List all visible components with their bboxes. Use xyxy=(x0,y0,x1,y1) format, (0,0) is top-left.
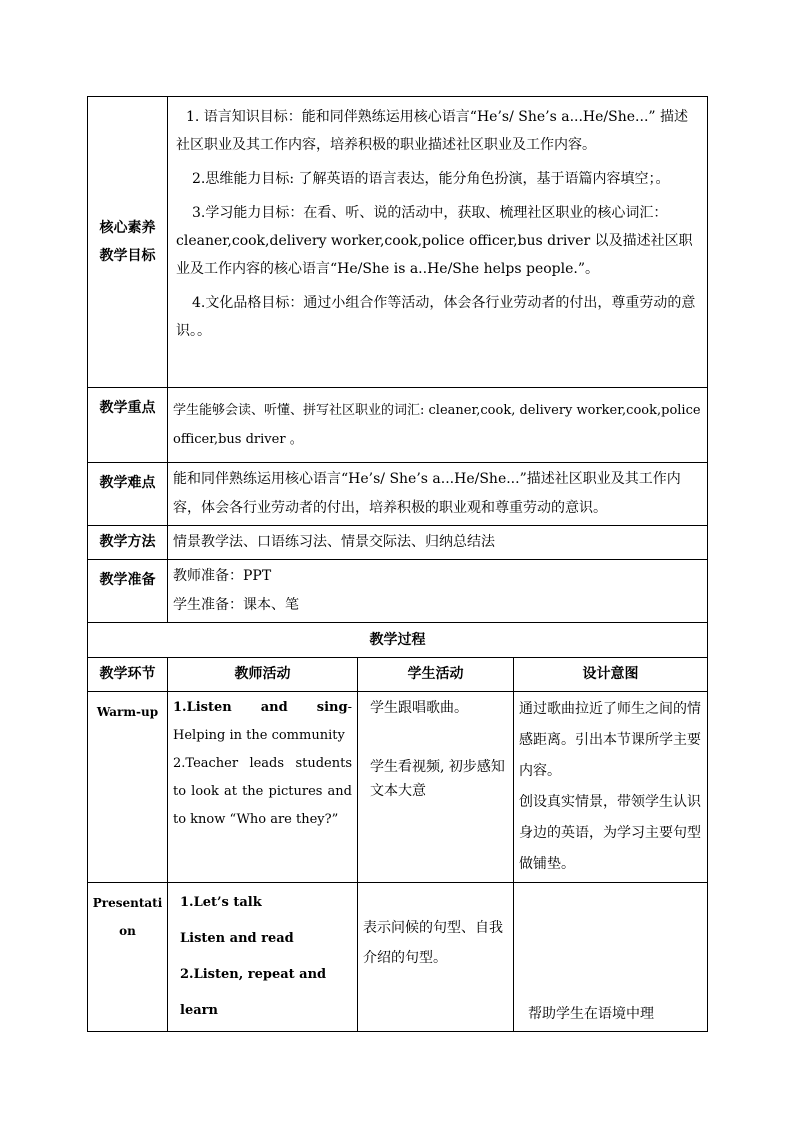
methods-row xyxy=(88,526,708,560)
goal-item-1: 1. 语言知识目标：能和同伴熟练运用核心语言“He’s/ She’s a...He/She...” 描述社区职业及其工作内容，培养积极的职业描述社区职业及工作内容。 xyxy=(176,109,688,153)
header-student: 学生活动 xyxy=(358,658,514,692)
lesson-plan-table xyxy=(87,96,708,1032)
teacher-preparation: 教师准备：PPT xyxy=(173,568,272,584)
process-title: 教学过程 xyxy=(88,623,708,658)
warmup-intent-1: 通过歌曲拉近了师生之间的情感距离。引出本节课所学主要内容。 xyxy=(519,701,701,779)
warmup-teacher-1-rest: -Helping in the community xyxy=(173,700,352,743)
goal-item-2: 2.思维能力目标: 了解英语的语言表达，能分角色扮演，基于语篇内容填空；。 xyxy=(192,171,670,187)
key-points-text: 学生能够会读、听懂、拼写社区职业的词汇: cleaner,cook, delivery worker,cook,police officer,bus driver 。 xyxy=(168,388,708,463)
preparation-row xyxy=(88,560,708,623)
header-teacher: 教师活动 xyxy=(168,658,358,692)
goals-row xyxy=(88,97,708,388)
preparation-label: 教学准备 xyxy=(88,560,168,623)
warmup-teacher-1-bold: 1.Listen and sing xyxy=(173,700,348,715)
goals-content xyxy=(168,97,708,388)
presentation-teacher-1: 1.Let’s talk xyxy=(180,895,262,910)
process-header-row xyxy=(88,658,708,692)
difficulties-row xyxy=(88,463,708,526)
warmup-teacher-2: 2.Teacher leads students to look at the pictures and to know “Who are they?” xyxy=(173,756,352,827)
student-preparation: 学生准备：课本、笔 xyxy=(173,597,299,613)
warmup-intent-2: 创设真实情景，带领学生认识身边的英语，为学习主要句型做铺垫。 xyxy=(519,794,701,872)
goals-label xyxy=(88,97,168,388)
presentation-teacher-3: 2.Listen, repeat and learn xyxy=(180,967,327,1018)
presentation-teacher xyxy=(168,883,358,1032)
preparation-content xyxy=(168,560,708,623)
goals-label-text: 核心素养教学目标 xyxy=(99,219,156,264)
warmup-stage: Warm-up xyxy=(88,692,168,883)
presentation-student: 表示问候的句型、自我介绍的句型。 xyxy=(358,883,514,1032)
difficulties-label: 教学难点 xyxy=(88,463,168,526)
warmup-teacher xyxy=(168,692,358,883)
presentation-row xyxy=(88,883,708,1032)
key-points-label: 教学重点 xyxy=(88,388,168,463)
warmup-student xyxy=(358,692,514,883)
warmup-row xyxy=(88,692,708,883)
difficulties-text: 能和同伴熟练运用核心语言“He’s/ She’s a...He/She...”描述社区职业及其工作内容，体会各行业劳动者的付出，培养积极的职业观和尊重劳动的意识。 xyxy=(168,463,708,526)
warmup-intent xyxy=(514,692,708,883)
lesson-plan-page xyxy=(87,96,707,1032)
goal-item-3: 3.学习能力目标：在看、听、说的活动中，获取、梳理社区职业的核心词汇： cleaner,cook,delivery worker,cook,police officer,bus driver 以及描述社区职业及工作内容的核心语言“He/She is a..He/She helps people.”。 xyxy=(176,205,693,277)
header-intent: 设计意图 xyxy=(514,658,708,692)
header-stage: 教学环节 xyxy=(88,658,168,692)
goal-item-4: 4.文化品格目标：通过小组合作等活动，体会各行业劳动者的付出，尊重劳动的意识。。 xyxy=(176,295,696,339)
process-title-row xyxy=(88,623,708,658)
warmup-student-1: 学生跟唱歌曲。 xyxy=(370,700,468,716)
presentation-teacher-2: Listen and read xyxy=(180,931,294,946)
warmup-student-2: 学生看视频, 初步感知文本大意 xyxy=(370,759,505,799)
key-points-row xyxy=(88,388,708,463)
methods-label: 教学方法 xyxy=(88,526,168,560)
presentation-intent: 帮助学生在语境中理 xyxy=(514,883,708,1032)
methods-text: 情景教学法、口语练习法、情景交际法、归纳总结法 xyxy=(168,526,708,560)
presentation-stage: Presentation xyxy=(88,883,168,1032)
